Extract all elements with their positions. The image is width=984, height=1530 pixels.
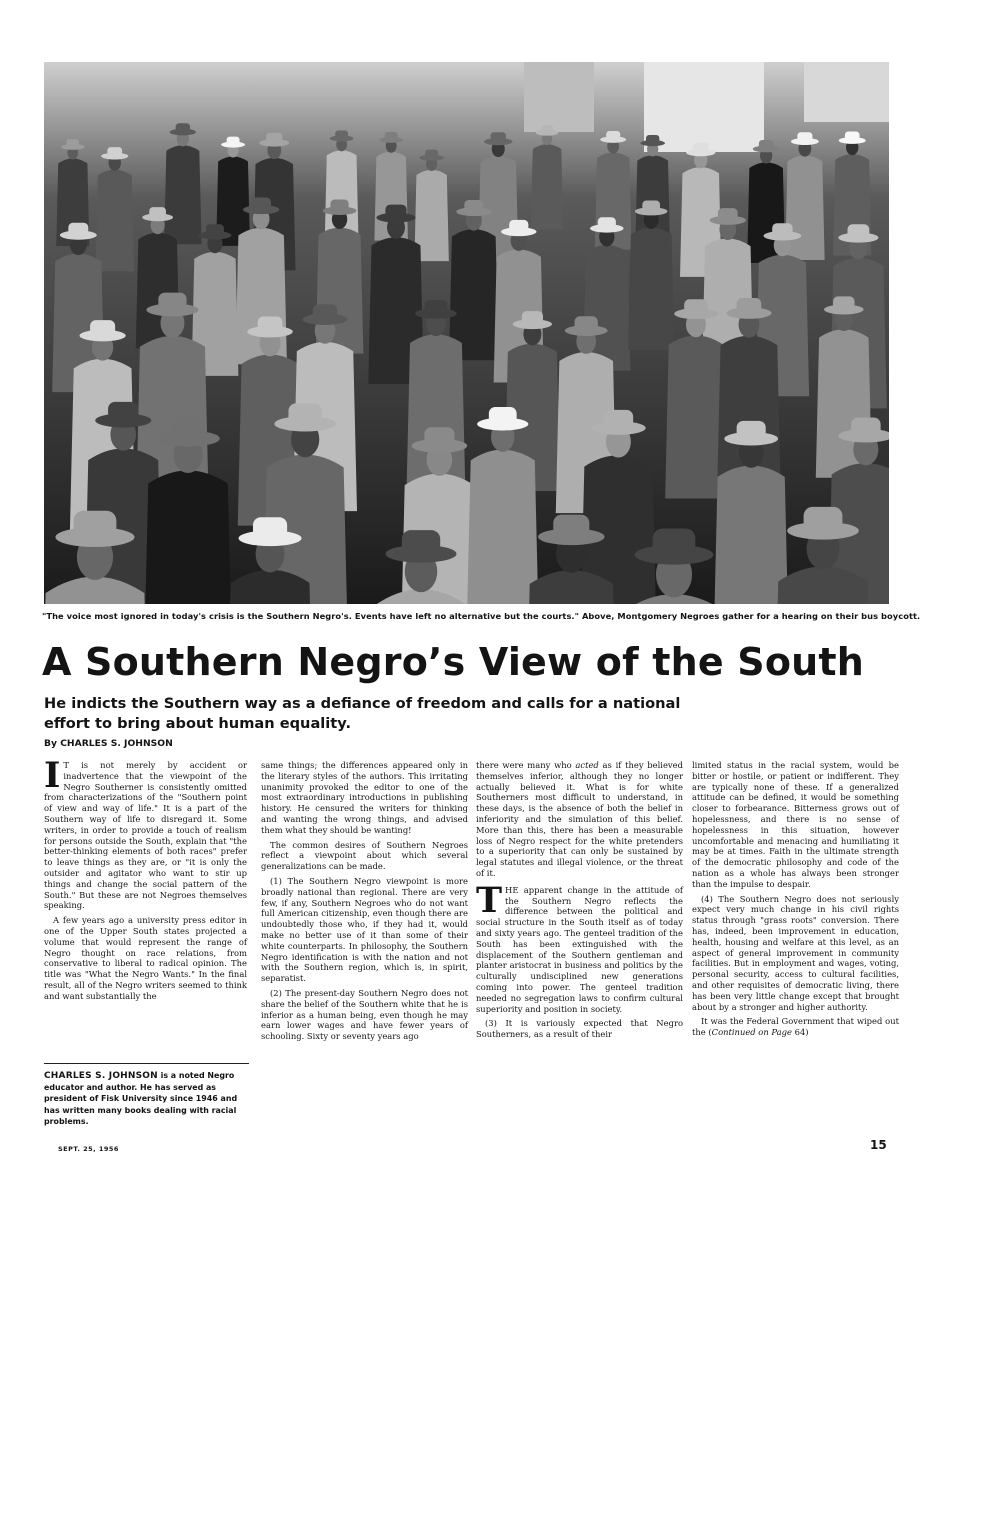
column-2 bbox=[261, 760, 468, 1046]
paragraph: (1) The Southern Negro viewpoint is more broadly national than regional. There are very few, if any, Southern Negroes who do not want full American citizenship, even though there are undoubtedly those who, if they had it, would make no better use of it than some of their white counterparts. In philosophy, the Southern Negro identification is with the nation and not with the Southern region, which is, in spirit, separatist. bbox=[261, 875, 468, 984]
drop-cap: T bbox=[476, 879, 503, 921]
emphasis-text: acted bbox=[575, 760, 599, 770]
paragraph bbox=[44, 755, 247, 911]
author-bio bbox=[44, 1063, 249, 1127]
paragraph bbox=[476, 879, 683, 1015]
article-title: A Southern Negro’s View of the South bbox=[42, 640, 864, 684]
column-3 bbox=[476, 760, 683, 1044]
paragraph: (4) The Southern Negro does not seriously expect very much change in his civil rights status through "grass roots" conversion. There has, indeed, been improvement in education, health, housing and welfare at this level, as an aspect of general improvement in community facilities. But in employment and wages, voting, personal security, access to cultural facilities, and other requisites of democratic living, there has been very little change except that brought about by a stronger and higher authority. bbox=[692, 893, 899, 1012]
article-subtitle: He indicts the Southern way as a defiance of freedom and calls for a national effort to bring about human equality. bbox=[44, 695, 681, 732]
paragraph-text: there were many who bbox=[476, 760, 576, 770]
paragraph: limited status in the racial system, would be bitter or hostile, or patient or indifferent. They are typically none of these. If a generalized attitude can be defined, it would be something closer to forbearance. Bitterness grows out of hopelessness, and there is no sense of hopelessness in this situation, however uncomfortable and menacing and humiliating it may be at times. Faith in the ultimate strength of the democratic philosophy and code of the nation as a whole has always been stronger than the impulse to despair. bbox=[692, 760, 899, 889]
column-4 bbox=[692, 760, 899, 1042]
paragraph-text: 64) bbox=[791, 1027, 809, 1038]
paragraph: same things; the differences appeared only in the literary styles of the authors. This irritating unanimity provoked the editor to one of the most extraordinary introductions in publishing history. He censured the writers for thinking and wanting the wrong things, and advised them what they should be wanting! bbox=[261, 760, 468, 835]
paragraph-text: as if they believed themselves inferior, although they no longer actually believed it. What is for white Southerners most difficult to understand, in these days, is the absence of both the belief in inferiority and the simulation of this belief. More than this, there has been a measurable loss of Negro respect for the white pretenders to a superiority that can only be sustained by legal statutes and illegal violence, or the threat of it. bbox=[476, 760, 683, 878]
paragraph: (2) The present-day Southern Negro does not share the belief of the Southern white that he is inferior as a human being, even though he may earn lower wages and have fewer years of schooling. Sixty or seventy years ago bbox=[261, 987, 468, 1042]
paragraph-text: T is not merely by accident or inadvertence that the viewpoint of the Negro Southerner is consistently omitted from characterizations of the "Southern point of view and way of life." It is a part of the Southern way of life to disregard it. Some writers, in order to provide a touch of realism for persons outside the South, explain that "the better-thinking elements of both races" prefer to leave things as they are, or "it is only the outsider and agitator who want to stir up things and change the social pattern of the South." But these are not Negroes themselves speaking. bbox=[44, 760, 247, 911]
paragraph-text: HE apparent change in the attitude of the Southern Negro reflects the difference between the political and social structure in the South itself as of today and sixty years ago. The genteel tradition of the South has been extinguished with the displacement of the Southern gentleman and planter aristocrat in business and politics by the culturally undisciplined new generations coming into power. The genteel tradition needed no segregation laws to confirm cultural superiority and position in society. bbox=[476, 884, 683, 1014]
paragraph bbox=[692, 1016, 899, 1038]
author-name: CHARLES S. JOHNSON bbox=[44, 1071, 158, 1081]
paragraph: The common desires of Southern Negroes reflect a viewpoint about which several generalizations can be made. bbox=[261, 839, 468, 872]
issue-date: SEPT. 25, 1956 bbox=[58, 1145, 119, 1153]
page-number: 15 bbox=[870, 1138, 887, 1152]
paragraph-text: It was the Federal Government that wiped out the ( bbox=[692, 1016, 899, 1038]
column-1 bbox=[44, 755, 247, 1006]
photo-caption: "The voice most ignored in today's crisis is the Southern Negro's. Events have left no alternative but the courts." Above, Montgomery Negroes gather for a hearing on their bus boycott. bbox=[42, 611, 921, 621]
paragraph: A few years ago a university press editor in one of the Upper South states projected a volume that would represent the range of Negro thought on race relations, from conservative to liberal to radical opinion. The title was "What the Negro Wants." In the final result, all of the Negro writers seemed to think and want substantially the bbox=[44, 915, 247, 1001]
drop-cap: I bbox=[44, 755, 61, 796]
paragraph bbox=[476, 760, 683, 879]
byline: By CHARLES S. JOHNSON bbox=[44, 738, 173, 749]
crowd-photo bbox=[44, 62, 889, 604]
paragraph: (3) It is variously expected that Negro Southerners, as a result of their bbox=[476, 1018, 683, 1040]
emphasis-text: Continued on Page bbox=[711, 1027, 792, 1038]
bio-text: is a noted Negro educator and author. He has served as president of Fisk University since 1946 and has written many books dealing with racial problems. bbox=[44, 1071, 238, 1126]
crowd-photo-image bbox=[44, 62, 889, 604]
